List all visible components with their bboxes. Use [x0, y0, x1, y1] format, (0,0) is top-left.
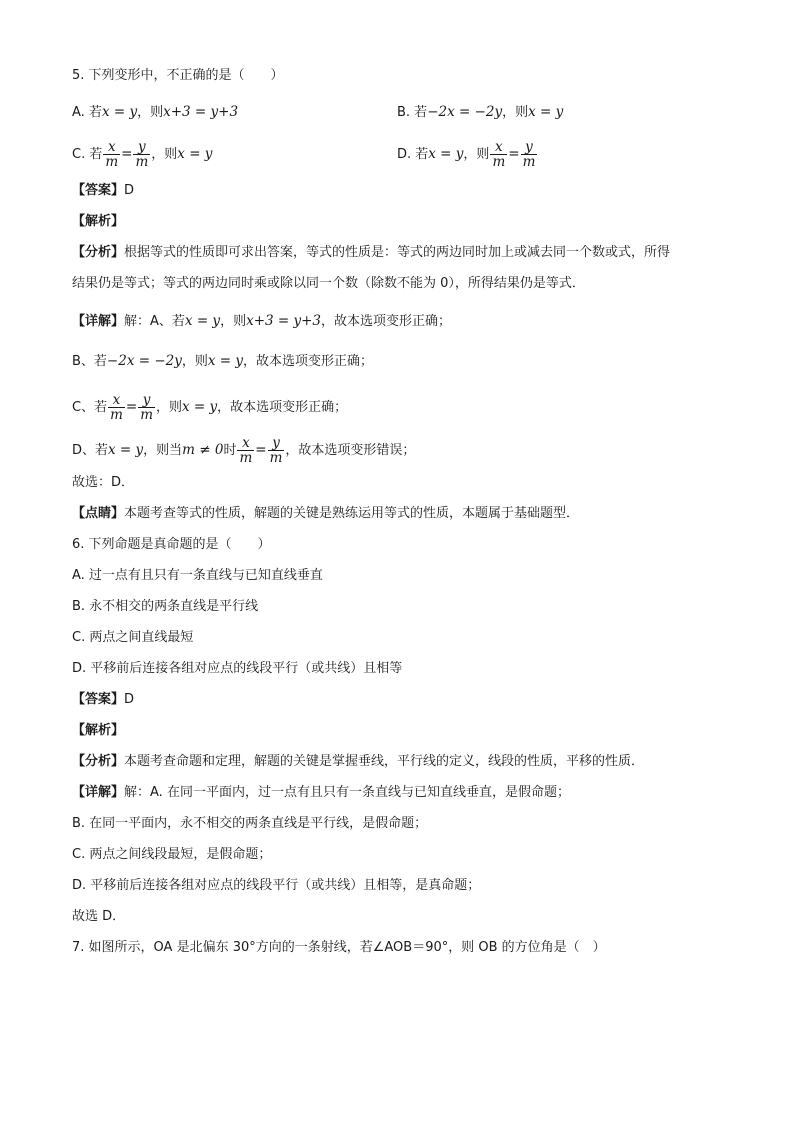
q6-detail-d: D. 平移前后连接各组对应点的线段平行（或共线）且相等，是真命题； [72, 878, 481, 893]
q5-option-a: A. 若x = y，则x+3 = y+3 [72, 104, 239, 120]
q6-option-c: C. 两点之间直线最短 [72, 630, 194, 645]
q6-answer: 【答案】D [72, 692, 135, 707]
q6-analysis-tag: 【解析】 [72, 723, 125, 738]
q5-option-b: B. 若−2x = −2y，则x = y [397, 104, 564, 120]
q6-fenxi: 【分析】本题考查命题和定理，解题的关键是掌握垂线，平行线的定义，线段的性质，平移的性质． [72, 754, 645, 769]
q5-option-d: D. 若x = y，则 $\frac{x}{m}$ = $\frac{y}{m}$ [397, 139, 536, 170]
q5-detail-c: C、若 $\frac{x}{m}$ = $\frac{y}{m}$ ，则x = y，故本选项变形正确； [72, 392, 348, 423]
q5-analysis-tag: 【解析】 [72, 214, 125, 229]
q5-stem: 5. 下列变形中，不正确的是（ ） [72, 68, 284, 83]
q6-detail-c: C. 两点之间线段最短，是假命题； [72, 847, 272, 862]
q5-detail-b: B、若−2x = −2y，则x = y，故本选项变形正确； [72, 353, 374, 369]
q5-conclusion: 故选：D． [72, 475, 135, 490]
q6-option-d: D. 平移前后连接各组对应点的线段平行（或共线）且相等 [72, 661, 403, 676]
q6-conclusion: 故选 D． [72, 909, 126, 924]
q6-detail-a: 【详解】解：A. 在同一平面内，过一点有且只有一条直线与已知直线垂直，是假命题； [72, 785, 570, 800]
q7-stem: 7. 如图所示，OA 是北偏东 30°方向的一条射线，若∠AOB＝90°，则 OB 的方位角是（ ） [72, 940, 606, 955]
q5-detail-a: 【详解】解：A、若x = y，则x+3 = y+3，故本选项变形正确； [72, 313, 452, 329]
q5-option-c: C. 若 $\frac{x}{m}$ = $\frac{y}{m}$ ，则x = y [72, 139, 213, 170]
q6-option-b: B. 永不相交的两条直线是平行线 [72, 599, 259, 614]
q5-fenxi-line2: 结果仍是等式；等式的两边同时乘或除以同一个数（除数不能为 0），所得结果仍是等式． [72, 276, 585, 291]
q6-stem: 6. 下列命题是真命题的是（ ） [72, 537, 271, 552]
q6-detail-b: B. 在同一平面内，永不相交的两条直线是平行线，是假命题； [72, 816, 428, 831]
q5-fenxi-line1: 【分析】根据等式的性质即可求出答案，等式的性质是：等式的两边同时加上或减去同一个数或式，所得 [72, 245, 671, 260]
q5-detail-d: D、若x = y，则当m ≠ 0时 $\frac{x}{m}$ = $\frac{y}{m}$ ，故本选项变形错误； [72, 435, 416, 466]
q6-option-a: A. 过一点有且只有一条直线与已知直线垂直 [72, 568, 323, 583]
q5-dianjing: 【点睛】本题考查等式的性质，解题的关键是熟练运用等式的性质，本题属于基础题型． [72, 506, 580, 521]
q5-answer: 【答案】D [72, 183, 135, 198]
